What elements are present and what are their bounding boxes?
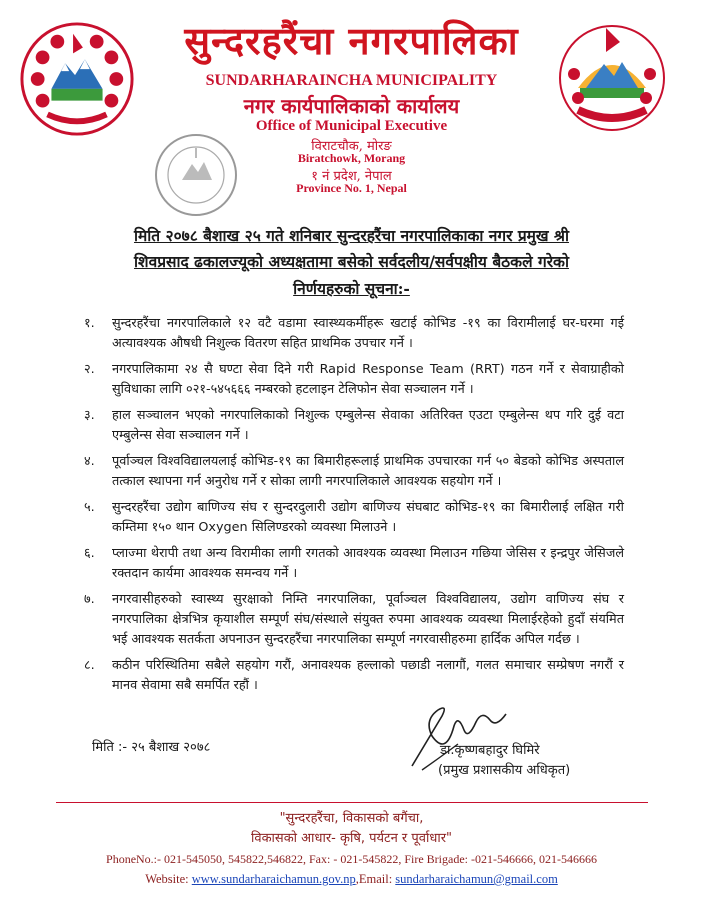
item-number: १. <box>84 316 95 331</box>
list-item <box>84 544 624 584</box>
footer-contact-numbers: PhoneNo.:- 021-545050, 545822,546822, Fax: - 021-545822, Fire Brigade: -021-546666, 021-546666 <box>106 852 597 866</box>
email-link[interactable]: sundarharaichamun@gmail.com <box>395 872 558 886</box>
website-link[interactable]: www.sundarharaichamun.gov.np <box>191 872 356 886</box>
item-number: ७. <box>84 592 95 607</box>
item-number: ६. <box>84 546 95 561</box>
municipality-name-english: SUNDARHARAINCHA MUNICIPALITY <box>205 72 498 89</box>
list-item <box>84 360 624 400</box>
address-nepali: विराटचौक, मोरङ <box>311 139 392 154</box>
list-item <box>84 406 624 446</box>
footer-web-contact <box>0 872 703 887</box>
item-text: नगरवासीहरुको स्वास्थ्य सुरक्षाको निम्ति नगरपालिका, पूर्वाञ्चल विश्वविद्यालय, उद्योग वाणिज्य संघ र नगरपालिका क्षेत्रभित्र कृयाशील सम्पूर्ण संघ/संस्थाले संयुक्त रुपमा आवश्यक व्यवस्था मिलाईरहेको हुदाँ संयमित भई आवश्यक सतर्कता अपनाउन सुन्दरहरैंचा नगरपालिका सम्पूर्ण नगरवासीहरुमा हार्दिक अपिल गर्दछ । <box>112 592 624 647</box>
list-item <box>84 656 624 696</box>
item-text: कठीन परिस्थितिमा सबैले सहयोग गरौं, अनावश्यक हल्लाको पछाडी नलागौं, गलत समाचार सम्प्रेषण नगरौं र मानव सेवामा सबै समर्पित रहौं । <box>112 658 624 693</box>
footer-slogan-line-2: विकासको आधार- कृषि, पर्यटन र पूर्वाधार" <box>250 831 453 846</box>
item-number: ३. <box>84 408 95 423</box>
notice-heading-line-2: शिवप्रसाद ढकालज्यूको अध्यक्षतामा बसेको सर्वदलीय/सर्वपक्षीय बैठकले गरेको <box>134 252 569 271</box>
item-text: नगरपालिकामा २४ सै घण्टा सेवा दिने गरी Rapid Response Team (RRT) गठन गर्ने र सेवाग्राहीको सुविधाका लागि ०२१-५४५६६६ नम्बरको हटलाइन टेलिफोन सेवा सञ्चालन गर्ने । <box>112 362 624 397</box>
province-nepali: १ नं प्रदेश, नेपाल <box>311 169 392 184</box>
website-label: Website: <box>145 872 192 886</box>
item-text: सुन्दरहरैंचा उद्योग बाणिज्य संघ र सुन्दरदुलारी उद्योग बाणिज्य संघबाट कोभिड-१९ का बिमारीलाई लक्षित गरी कम्तिमा १५० थान Oxygen सिलिण्डरको व्यवस्था मिलाउने । <box>112 500 624 535</box>
office-name-nepali: नगर कार्यपालिकाको कार्यालय <box>243 94 460 118</box>
item-number: ८. <box>84 658 95 673</box>
signatory-name: डा.कृष्णबहादुर घिमिरे <box>440 743 540 758</box>
item-number: २. <box>84 362 95 377</box>
item-number: ४. <box>84 454 95 469</box>
notice-heading-line-1: मिति २०७८ बैशाख २५ गते शनिबार सुन्दरहरैंचा नगरपालिकाका नगर प्रमुख श्री <box>133 226 569 245</box>
province-english: Province No. 1, Nepal <box>296 181 407 195</box>
item-text: प्लाज्मा थेरापी तथा अन्य विरामीका लागी रगतको आवश्यक व्यवस्था मिलाउन गछिया जेसिस र इन्द्रपुर जेसिजले रक्तदान कार्यमा आवश्यक समन्वय गर्ने । <box>112 546 624 581</box>
list-item <box>84 590 624 650</box>
item-text: सुन्दरहरैंचा नगरपालिकाले १२ वटै वडामा स्वास्थ्यकर्मीहरू खटाई कोभिड -१९ का विरामीलाई घर-घरमा गई अत्यावश्यक औषधी निशुल्क वितरण सहित प्राथमिक उपचार गर्ने । <box>112 316 624 351</box>
office-name-english: Office of Municipal Executive <box>255 118 448 134</box>
address-english: Biratchowk, Morang <box>297 151 406 165</box>
notice-heading-line-3: निर्णयहरुको सूचना:- <box>293 279 410 298</box>
item-text: पूर्वाञ्चल विश्वविद्यालयलाई कोभिड-१९ का बिमारीहरूलाई प्राथमिक उपचारका गर्न ५० बेडको कोभिड अस्पताल तत्काल स्थापना गर्न अनुरोध गर्ने र सोका लागी नगरपालिकाले आवश्यक सहयोग गर्ने । <box>112 454 624 489</box>
notice-date: मिति :- २५ बैशाख २०७८ <box>92 740 211 755</box>
municipality-name-nepali: सुन्दरहरैंचा नगरपालिका <box>184 18 519 63</box>
item-text: हाल सञ्चालन भएको नगरपालिकाको निशुल्क एम्बुलेन्स सेवाका अतिरिक्त एउटा एम्बुलेन्स थप गरि दुई वटा एम्बुलेन्स सेवा सञ्चालन गर्ने । <box>112 408 624 443</box>
decision-list <box>84 314 624 702</box>
footer-divider <box>56 802 648 803</box>
list-item <box>84 498 624 538</box>
item-number: ५. <box>84 500 95 515</box>
email-label: ,Email: <box>355 872 396 886</box>
signatory-title: (प्रमुख प्रशासकीय अधिकृत) <box>438 763 571 778</box>
footer-slogan-line-1: "सुन्दरहरैंचा, विकासको बगैंचा, <box>279 811 424 826</box>
list-item <box>84 314 624 354</box>
list-item <box>84 452 624 492</box>
